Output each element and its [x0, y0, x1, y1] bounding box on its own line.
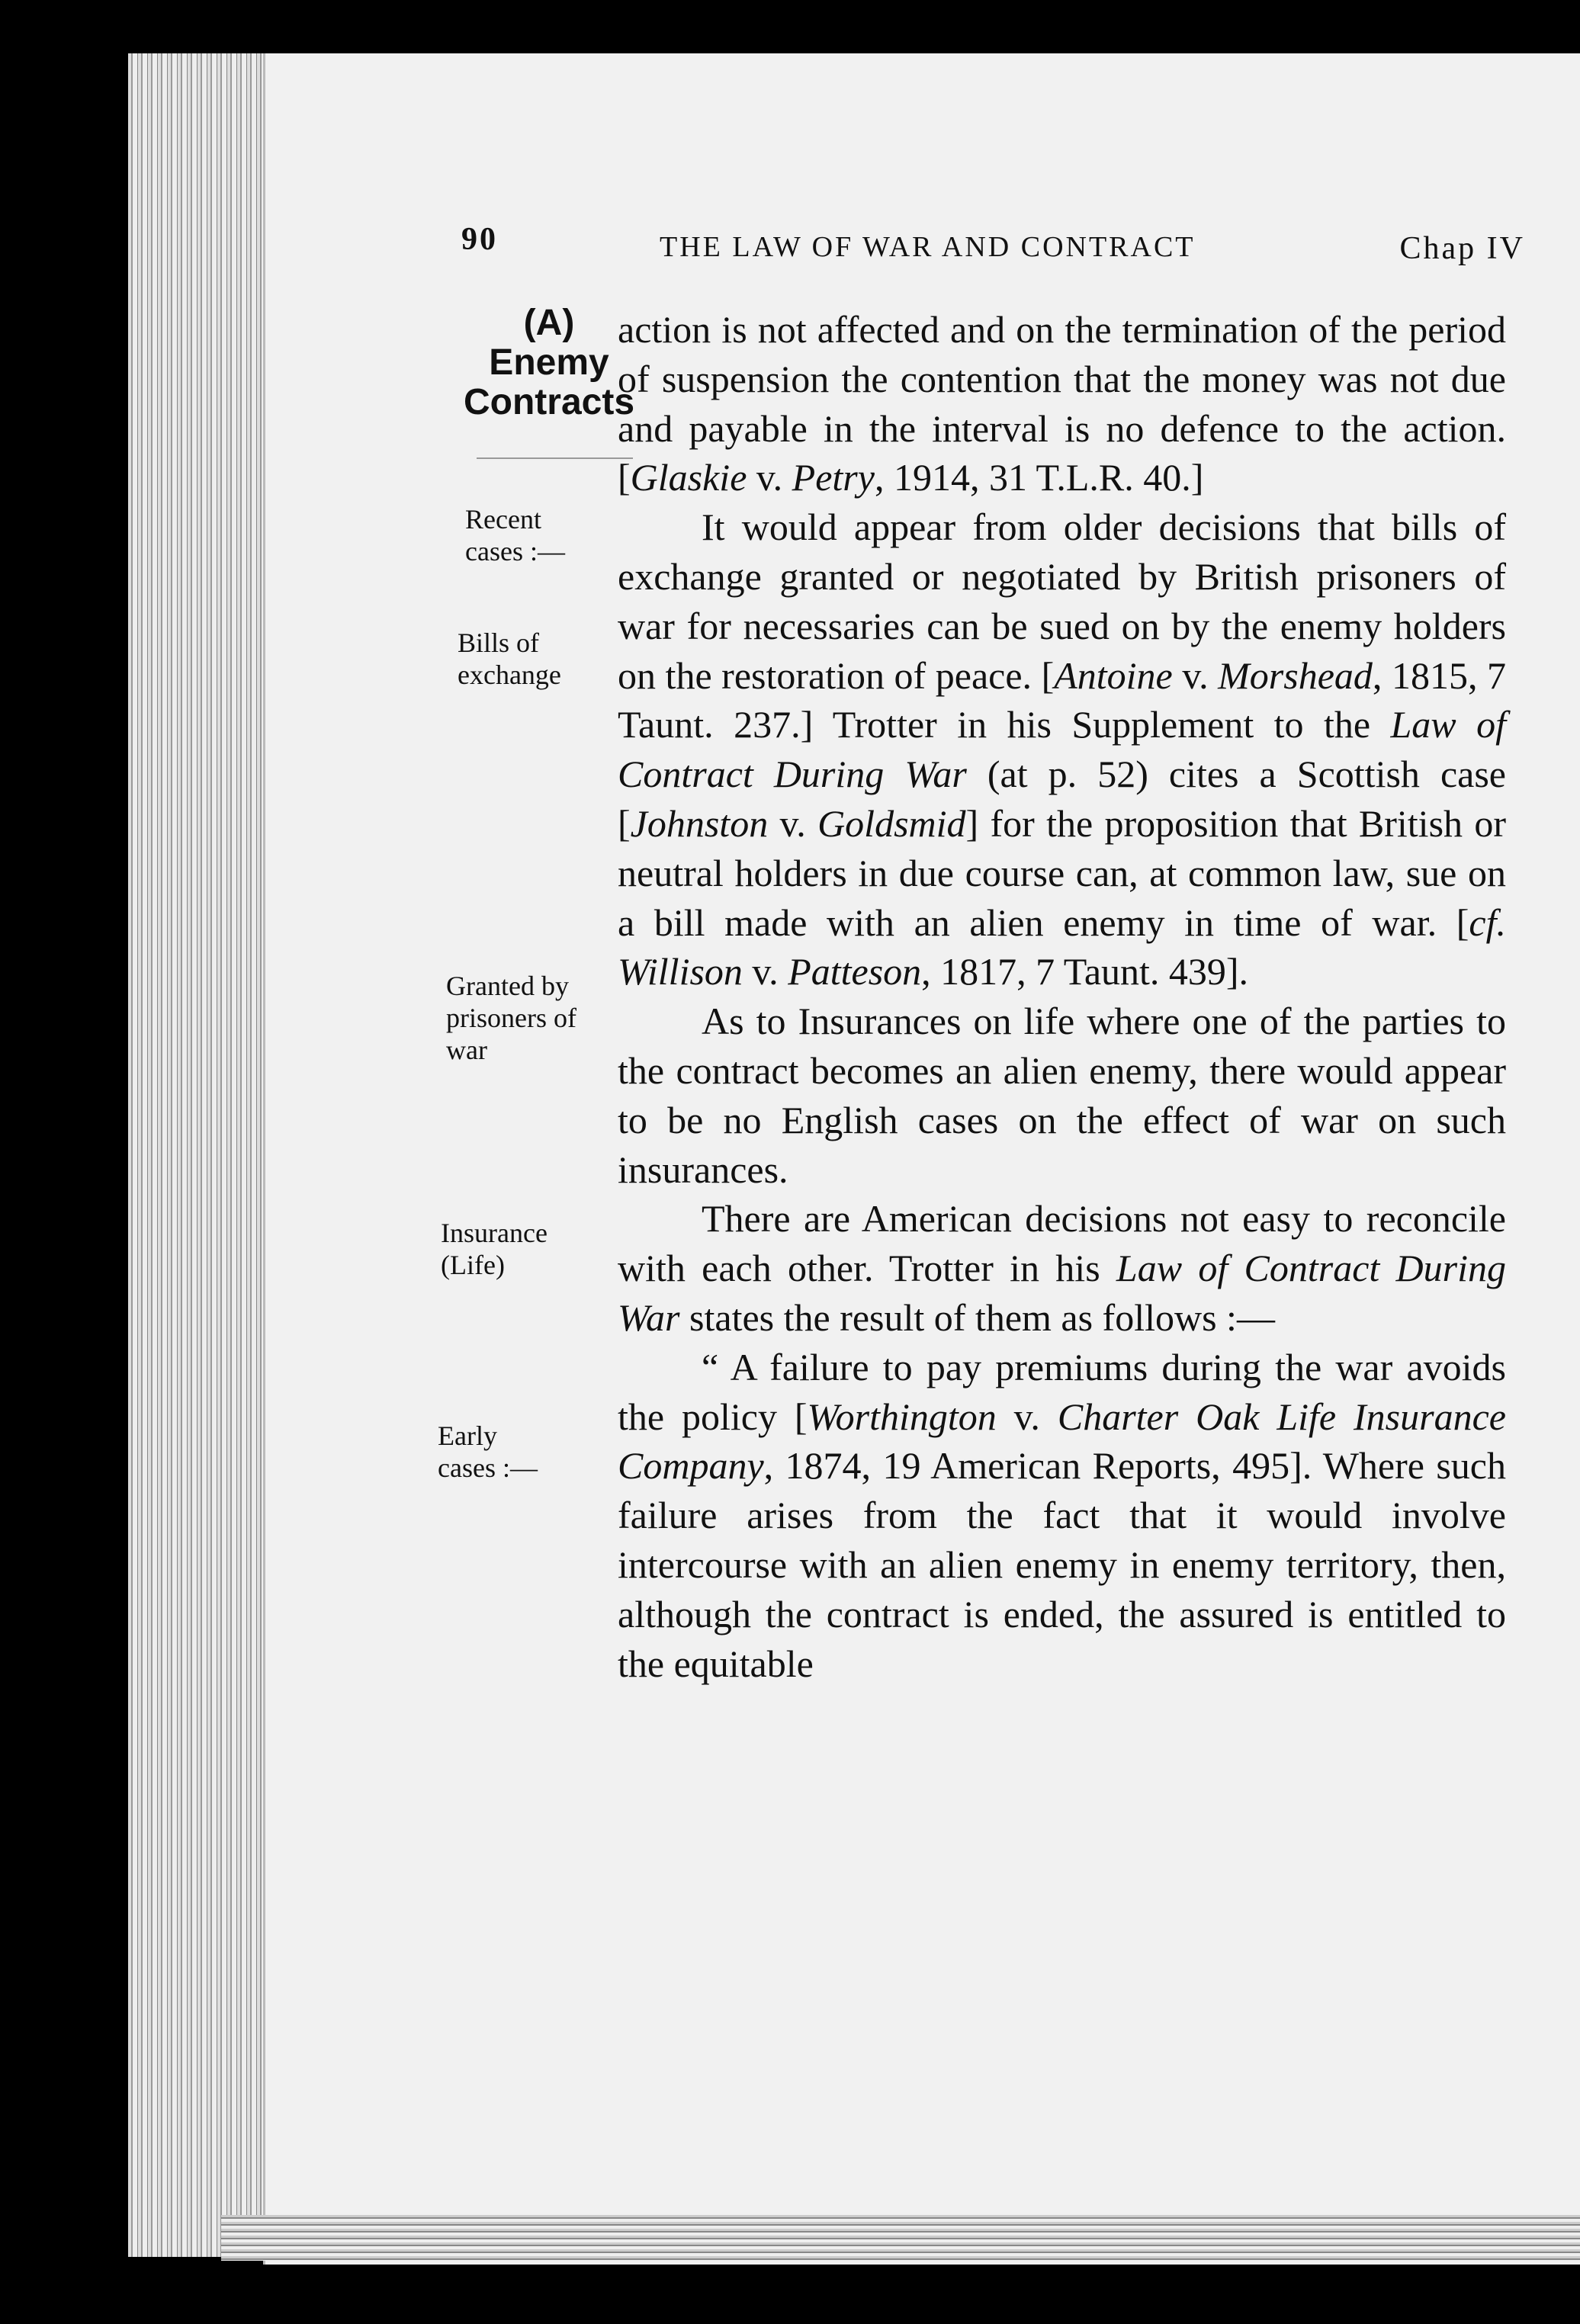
- chapter-label: Chap IV: [1399, 231, 1525, 266]
- body-text: [618, 305, 1506, 1688]
- heading-rule: [477, 457, 633, 459]
- side-note-granted: [446, 970, 606, 1066]
- paragraph: As to Insurances on life where one of the parties to the contract becomes an alien enemy, there would appear to be no English cases on the effect of war on such insurances.: [618, 1000, 1506, 1191]
- side-note-recent: [465, 503, 625, 567]
- side-note-line: Recent: [465, 504, 541, 534]
- side-note-line: (Life): [441, 1250, 505, 1280]
- paragraph: action is not affected and on the termination of the period of suspension the contention that the money was not due and payable in the interval is no defence to the action. [Glaskie v. Petry, 1914, 31 T.L.R. 40.]: [618, 308, 1506, 499]
- section-heading-line: Contracts: [463, 382, 635, 422]
- section-heading-line: Enemy: [489, 342, 609, 383]
- page-number: 90: [461, 222, 498, 257]
- paragraph: It would appear from older decisions that bills of exchange granted or negotiated by British prisoners of war for necessaries can be sued on by the enemy holders on the restoration of peace. [Antoine v. Morshead, 1815, 7 Taunt. 237.] Trotter in his Supplement to the Law of Contract During War (at p. 52) cites a Scottish case [Johnston v. Goldsmid] for the proposition that British or neutral holders in due course can, at common law, sue on a bill made with an alien enemy in time of war. [cf. Willison v. Patteson, 1817, 7 Taunt. 439].: [618, 506, 1506, 993]
- side-note-line: Early: [438, 1420, 497, 1451]
- book-bottom-edge: [221, 2215, 1580, 2261]
- side-note-line: prisoners of: [446, 1003, 576, 1033]
- paragraph: “ A failure to pay premiums during the war avoids the policy [Worthington v. Charter Oak Life Insurance Company, 1874, 19 American Reports, 495]. Where such failure arises from the fact that it would involve intercourse with an alien enemy in enemy territory, then, although the contract is ended, the assured is entitled to the equitable: [618, 1345, 1506, 1685]
- side-note-insurance: [441, 1217, 601, 1281]
- running-title: THE LAW OF WAR AND CONTRACT: [660, 231, 1196, 263]
- side-note-line: Insurance: [441, 1218, 548, 1248]
- side-note-line: cases :—: [465, 536, 565, 567]
- section-heading-line: (A): [523, 303, 575, 343]
- side-note-line: Bills of: [458, 628, 540, 658]
- paragraph: There are American decisions not easy to reconcile with each other. Trotter in his Law of Contract During War states the result of them as follows :—: [618, 1197, 1506, 1339]
- side-note-line: war: [446, 1035, 487, 1065]
- side-note-line: cases :—: [438, 1452, 538, 1483]
- side-note-early: [438, 1420, 598, 1484]
- side-note-bills: [458, 627, 618, 691]
- side-note-line: Granted by: [446, 971, 569, 1001]
- section-heading: [458, 303, 641, 422]
- side-note-line: exchange: [458, 660, 561, 690]
